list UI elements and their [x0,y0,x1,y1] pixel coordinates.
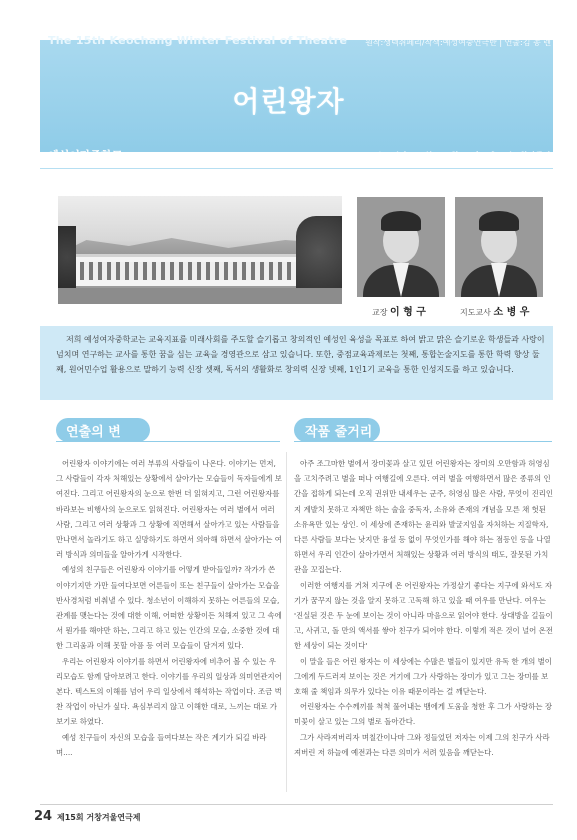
paragraph: 어린왕자는 수수께끼를 척척 풀어내는 뱀에게 도움을 청한 후 그가 사랑하는 장미꽃이 살고 있는 그의 별로 돌아간다. [294,702,552,727]
principal-role: 교장 [372,308,388,317]
paragraph: 그가 사라져버리자 며칠간이나마 그와 정들었던 저자는 이제 그의 친구가 사라져버린 저 하늘에 예전과는 다른 의미가 서려 있음을 깨닫는다. [294,732,550,757]
synopsis-rule [294,441,552,442]
credits-line: 원작:생텍쥐페리/작색:예성여중연극반 | 연출:김 종 렌 [365,38,551,47]
paragraph: 우리는 어린왕자 이야기를 하면서 어린왕자에 비추어 볼 수 있는 우리모습도 함께 담아보려고 한다. 이야기를 우리의 일상과 의미연관지어 본다. 텍스트의 이해를 넘어 우리 일상에서 해석하는 작업이다. 조금 벅찬 작업이 아닌가 싶다. 욕심부리지 않고 이해한 대로, 느끼는 대로 가보기로 하였다. [56,656,282,727]
teacher-caption [460,303,529,318]
principal-portrait [357,197,445,297]
director-note-rule [56,441,280,442]
school-building-photo [58,196,342,304]
intro-text: 저희 예성여자중학교는 교육지표를 미래사회를 주도할 슬기롭고 창의적인 예성인 육성을 목표로 하여 밝고 맑은 슬기로운 학생들과 사랑이 넘치며 연구하는 교사를 통한 꿈을 심는 교육을 경영관으로 삼고 있습니다. 또한, 중점교육과제로는 첫째, 통합논술지도를 통한 학력 향상 둘째, 원어민수업 활용으로 말하기 능력 신장 셋째, 독서의 생활화로 창의력 신장 넷째, 1인1기 교육을 통한 인성지도를 하고 있습니다. [56,335,545,374]
paragraph: 이 말을 들은 어린 왕자는 이 세상에는 수많은 별들이 있지만 유독 한 개의 별이 그에게 두드러져 보이는 것은 거기에 그가 사랑하는 장미가 있고 그는 장미를 보호해 줄 책임과 의무가 있다는 이유 때문이라는 걸 깨닫는다. [294,656,552,697]
paragraph: 예성 친구들이 자신의 모습을 들여다보는 작은 계기가 되길 바라며.... [56,732,267,757]
synopsis-text [294,456,553,760]
header-divider [40,168,553,169]
teacher-portrait [455,197,543,297]
teacher-name: 소 병 우 [493,307,530,318]
page-number: 24 [34,809,53,824]
principal-name: 이 형 구 [390,307,426,318]
paragraph: 예성의 친구들은 어린왕자 이야기를 어떻게 받아들일까? 작가가 쓴 이야기지만 가만 들여다보면 어른들이 또는 친구들이 살아가는 모습을 반사경처럼 비춰낼 수 있다. 청소년이 이해하지 못하는 어른들의 모습, 관계를 맺는다는 것에 대한 이해, 어떠한 상황이든 처해져 있고 그 속에서 뭔가를 해야만 하는, 그리고 하고 있는 인간의 모습, 소중한 것에 대한 그리움과 이해 못할 아픔 등 여러 모습들이 담겨져 있다. [56,565,282,651]
footer-label: 제15회 거창겨울연극제 [57,813,141,822]
paragraph: 아주 조그마한 별에서 장미꽃과 살고 있던 어린왕자는 장미의 오만함과 허영심을 고치주려고 별을 떠나 여행길에 오른다. 여러 별을 여행하면서 많은 종류의 인간을 접하게 되는데 오직 권위만 내세우는 군주, 허영심 많은 사람, 무엇이 진리인지 계발치 못하고 자책만 하는 술을 중독자, 소유와 존재의 개념을 모른 채 헛된 소유욕만 있는 상인. 이 세상에 존재하는 윤리와 발굴지임을 자처하는 지질학자, 다른 사람들 보다는 낫지만 융설 등 없이 무엇인가를 해야 하는 점등인 등을 나열하면서 우리 인간이 살아가면서 처해있는 상황과 여러 방식의 태도, 잘못된 가치관을 꼬집는다. [294,459,554,575]
footer-rule [40,804,553,805]
paragraph: 어린왕자 이야기에는 여러 부류의 사람들이 나온다. 이야기는 먼저, 그 사람들이 각자 처해있는 상황에서 살아가는 모습들이 독자들에게 보여진다. 그리고 어린왕자의 눈으로 한번 더 읽혀지고, 그런 어린왕자를 바라보는 비행사의 눈으로도 읽혀진다. 어린왕자는 여러 별에서 여러 사람, 그리고 여러 상황과 그 상황에 직면해서 살아가고 있는 사람들을 만나면서 놀라기도 하고 실망하기도 하면서 의아해 하면서 살아가는 여러 방식과 의미들을 알아가게 시작한다. [56,459,282,560]
director-note-text [56,456,282,760]
teacher-role: 지도교사 [460,308,491,317]
director-note-title: 연출의 변 [66,425,121,440]
festival-title: The 15th Keochang Winter Festival of Theatre [48,34,348,47]
paragraph: 이러한 여행지를 거쳐 지구에 온 어린왕자는 가정살기 좋다는 지구에 와서도 자기가 꿈꾸지 않는 것을 알지 못하고 고독해 하고 있을 때 여우를 만난다. 여우는 '진실된 것은 두 눈에 보이는 것이 아니라 마음으로 읽어야 한다. 상대방을 길들이고, 사귀고, 돌 만의 액서를 쌓아 친구가 되어야 한다. 이렇게 적은 것이 널어 온전한 세상이 되는 것이다' [294,580,553,651]
performance-info: 소요시간－40분 , 12월 11일 오후 4시 / 참마극장 [376,151,551,160]
synopsis-title: 작품 줄거리 [305,425,373,440]
column-divider [286,452,287,792]
play-title: 어린왕자 [232,85,345,118]
principal-caption [372,303,426,318]
school-name: 예성여자중학교 [48,149,123,162]
